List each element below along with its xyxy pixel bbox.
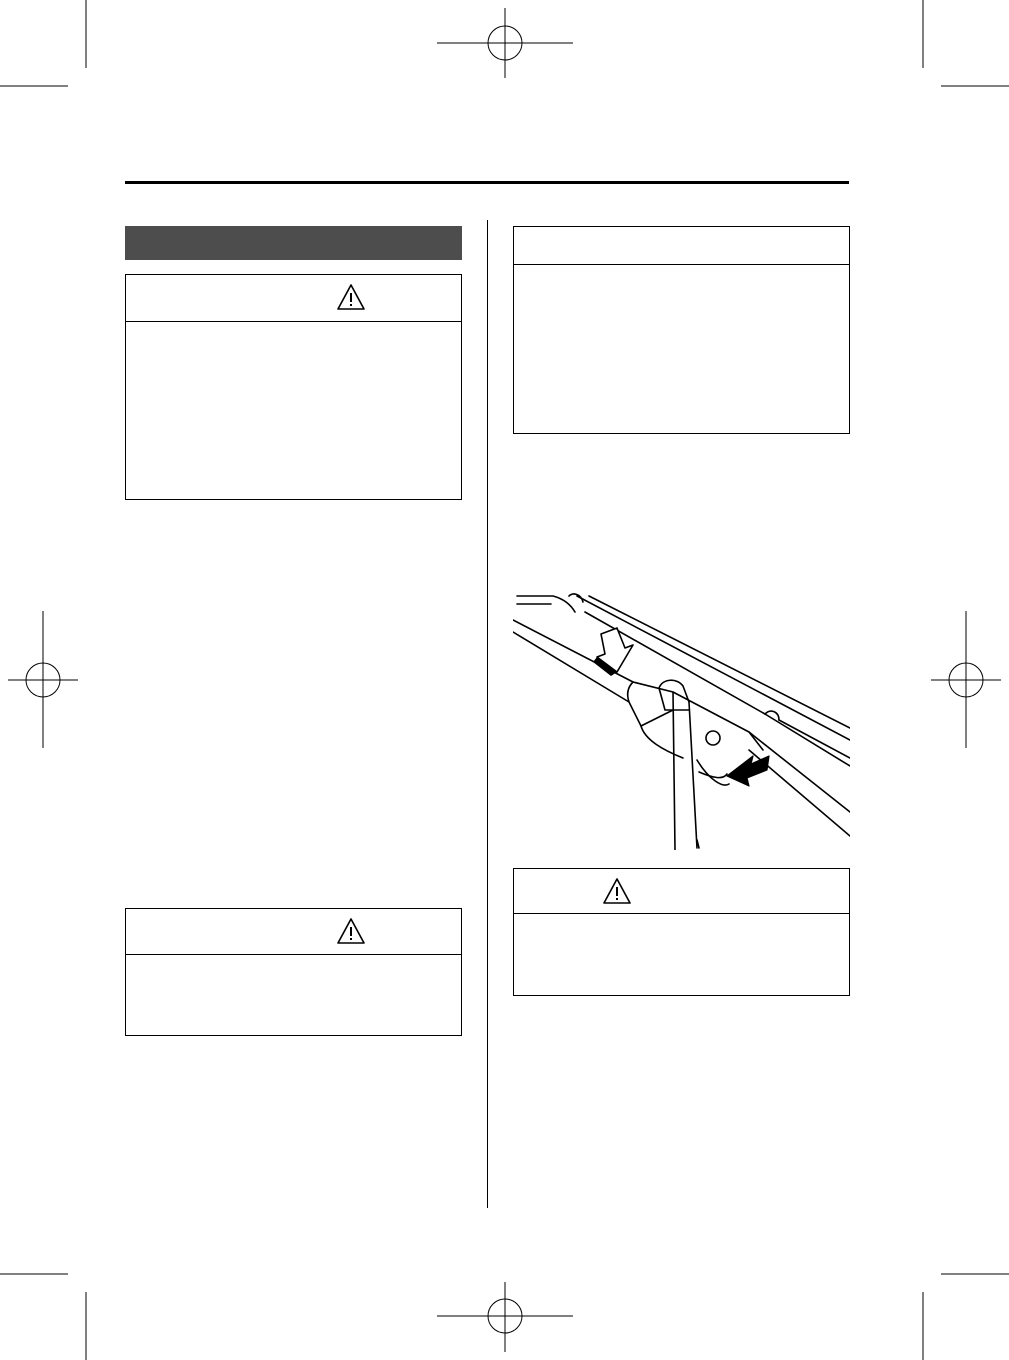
note-box-header bbox=[514, 227, 849, 265]
registration-mark-icon bbox=[437, 1282, 573, 1352]
registration-mark-icon bbox=[931, 611, 1001, 748]
warning-box bbox=[125, 274, 462, 500]
wiper-blade-release-illustration bbox=[513, 590, 850, 850]
header-rule bbox=[125, 181, 849, 184]
warning-box-header bbox=[514, 869, 849, 914]
note-box bbox=[513, 226, 850, 434]
warning-box-header bbox=[126, 275, 461, 322]
warning-triangle-icon bbox=[602, 877, 632, 905]
warning-box bbox=[125, 908, 462, 1036]
section-heading bbox=[125, 226, 462, 260]
warning-triangle-icon bbox=[336, 283, 366, 311]
column-divider bbox=[487, 220, 488, 1208]
registration-mark-icon bbox=[437, 8, 573, 78]
warning-box bbox=[513, 868, 850, 996]
warning-triangle-icon bbox=[336, 917, 366, 945]
warning-box-header bbox=[126, 909, 461, 955]
arrow-left-icon bbox=[727, 756, 769, 786]
registration-mark-icon bbox=[8, 611, 78, 748]
